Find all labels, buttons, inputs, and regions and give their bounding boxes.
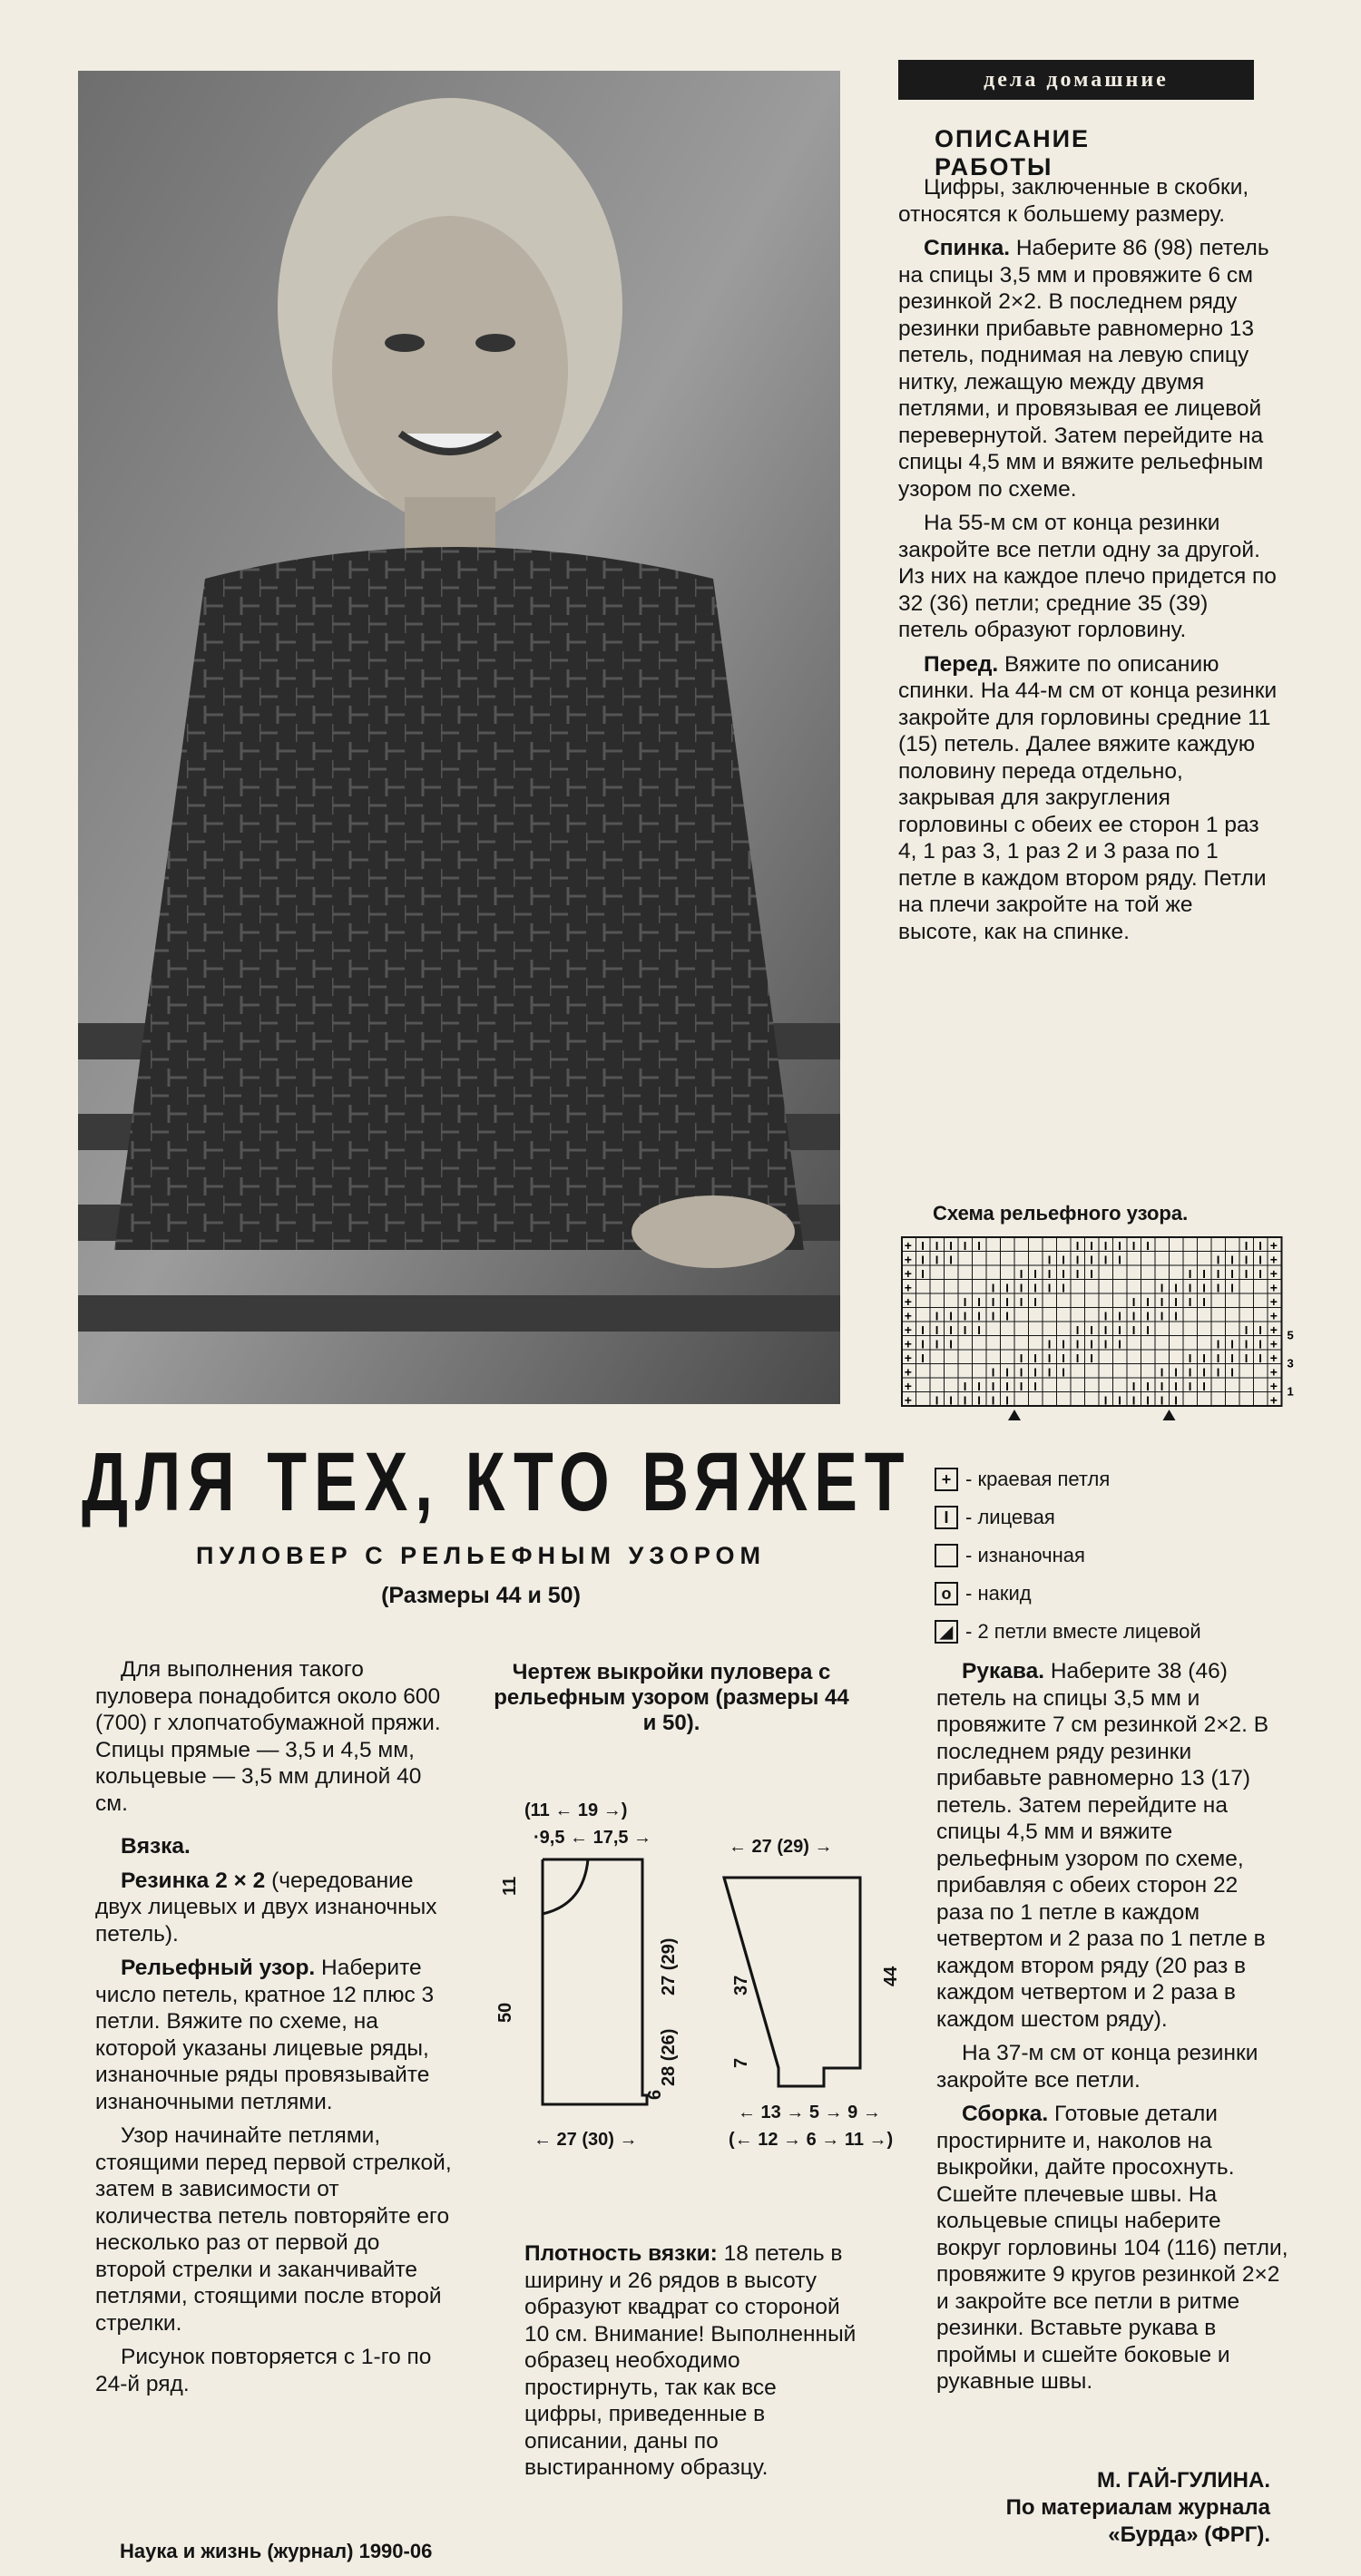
grid-symbol: I — [1118, 1309, 1121, 1323]
pattern-drawing — [497, 1796, 924, 2177]
grid-symbol: I — [1188, 1281, 1192, 1295]
grid-symbol: I — [1216, 1351, 1220, 1365]
grid-symbol: I — [1244, 1266, 1248, 1281]
grid-symbol: I — [1075, 1322, 1080, 1337]
grid-symbol: I — [1244, 1351, 1248, 1365]
grid-symbol: + — [1269, 1322, 1278, 1337]
grid-symbol: I — [1075, 1238, 1080, 1253]
grid-symbol: I — [921, 1322, 925, 1337]
subtitle: ПУЛОВЕР С РЕЛЬЕФНЫМ УЗОРОМ — [196, 1542, 766, 1569]
grid-symbol: I — [1216, 1337, 1220, 1351]
grid-symbol: I — [921, 1238, 925, 1253]
grid-symbol: + — [904, 1293, 912, 1309]
grid-symbol: + — [904, 1252, 912, 1267]
grid-symbol: I — [1258, 1322, 1262, 1337]
grid-symbol: I — [949, 1238, 953, 1253]
grid-symbol: I — [1244, 1337, 1248, 1351]
pattern-label: 6 — [645, 2089, 665, 2100]
grid-symbol: I — [1160, 1294, 1164, 1309]
grid-symbol: + — [904, 1237, 912, 1253]
grid-symbol: + — [1269, 1364, 1278, 1380]
grid-symbol: I — [963, 1294, 967, 1309]
grid-symbol: I — [935, 1309, 939, 1323]
legend-item: - изнаночная — [935, 1537, 1279, 1575]
legend-item: + - краевая петля — [935, 1460, 1279, 1498]
grid-symbol: I — [1062, 1337, 1065, 1351]
grid-symbol: I — [1244, 1253, 1248, 1267]
grid-symbol: I — [1160, 1365, 1164, 1380]
grid-symbol: I — [1174, 1365, 1178, 1380]
grid-symbol: I — [1062, 1253, 1065, 1267]
grid-symbol: I — [1118, 1322, 1121, 1337]
grid-symbol: I — [1047, 1281, 1052, 1295]
grid-symbol: I — [1103, 1393, 1108, 1408]
grid-symbol: I — [1188, 1365, 1192, 1380]
grid-symbol: I — [1047, 1351, 1052, 1365]
grid-symbol: I — [977, 1294, 981, 1309]
pattern-label: 44 — [881, 1966, 901, 1986]
grid-symbol: I — [1033, 1294, 1037, 1309]
grid-symbol: I — [963, 1238, 967, 1253]
instructions-column-right-lower — [936, 1658, 1290, 2403]
grid-symbol: I — [1103, 1253, 1108, 1267]
grid-symbol: I — [991, 1393, 995, 1408]
sizes-note: (Размеры 44 и 50) — [381, 1583, 581, 1608]
grid-symbol: I — [949, 1337, 953, 1351]
pattern-label: ← 27 (29) → — [729, 1837, 833, 1857]
grid-symbol: I — [1075, 1337, 1080, 1351]
grid-symbol: I — [949, 1393, 953, 1408]
instructions-column-left — [95, 1656, 454, 2405]
grid-symbol: I — [1033, 1266, 1037, 1281]
grid-symbol: I — [1131, 1379, 1136, 1393]
legend-item: o - накид — [935, 1575, 1279, 1613]
purl-stitch-icon — [935, 1544, 958, 1567]
grid-symbol: I — [1146, 1294, 1150, 1309]
row-number: 3 — [1287, 1356, 1294, 1371]
grid-symbol: I — [1075, 1266, 1080, 1281]
paragraph: На 37-м см от конца резинки закройте все петли. — [936, 2041, 1258, 2093]
grid-symbol: I — [1090, 1337, 1093, 1351]
paragraph: На 55-м см от конца резинки закройте все петли одну за другой. Из них на каждое плечо придется по 32 (36) петли; средние 35 (39) петель образуют горловину. — [898, 511, 1277, 642]
knit-two-together-icon: ◢ — [935, 1620, 958, 1644]
grid-symbol: I — [1146, 1322, 1150, 1337]
grid-symbol: I — [963, 1309, 967, 1323]
grid-symbol: I — [1005, 1309, 1009, 1323]
grid-symbol: + — [1269, 1336, 1278, 1351]
grid-symbol: I — [1019, 1266, 1023, 1281]
grid-symbol: I — [1033, 1351, 1037, 1365]
grid-symbol: I — [935, 1337, 939, 1351]
pattern-caption: Чертеж выкройки пуловера с рельефным узором (размеры 44 и 50). — [494, 1660, 849, 1735]
grid-symbol: I — [1047, 1365, 1052, 1380]
grid-symbol: I — [1019, 1365, 1023, 1380]
grid-symbol: I — [1244, 1238, 1248, 1253]
grid-symbol: I — [1202, 1365, 1206, 1380]
grid-symbol: I — [921, 1266, 925, 1281]
grid-symbol: I — [1202, 1351, 1206, 1365]
grid-symbol: I — [1216, 1266, 1220, 1281]
grid-symbol: I — [1174, 1309, 1178, 1323]
grid-symbol: I — [991, 1379, 995, 1393]
grid-symbol: I — [977, 1379, 981, 1393]
grid-symbol: I — [1075, 1351, 1080, 1365]
grid-symbol: I — [1216, 1365, 1220, 1380]
grid-symbol: I — [1174, 1393, 1178, 1408]
grid-symbol: I — [1047, 1337, 1052, 1351]
pattern-label: 7 — [731, 2057, 751, 2068]
grid-symbol: I — [1131, 1322, 1136, 1337]
grid-symbol: I — [977, 1322, 981, 1337]
grid-symbol: + — [904, 1378, 912, 1393]
grid-symbol: I — [1090, 1253, 1093, 1267]
source-footer: Наука и жизнь (журнал) 1990-06 — [120, 2540, 433, 2562]
grid-symbol: + — [1269, 1392, 1278, 1408]
grid-symbol: + — [904, 1392, 912, 1408]
paragraph: Цифры, заключенные в скобки, относятся к большему размеру. — [898, 175, 1249, 227]
grid-symbol: I — [1033, 1281, 1037, 1295]
grid-symbol: + — [1269, 1293, 1278, 1309]
grid-symbol: I — [1033, 1365, 1037, 1380]
grid-symbol: I — [1230, 1266, 1234, 1281]
row-number: 5 — [1287, 1328, 1294, 1342]
paragraph: Сборка. Готовые детали простирните и, наколов на выкройки, дайте просохнуть. Сшейте плечевые швы. На кольцевые спицы наберите вокруг горловины 104 (116) петли, провяжите 9 кругов резинкой 2×2 и закройте все петли в ритме резинки. Вставьте рукава в проймы и сшейте боковые и рукавные швы. — [936, 2102, 1288, 2394]
grid-symbol: I — [1047, 1266, 1052, 1281]
pattern-label: (← 12 → 6 → 11 →) — [729, 2130, 894, 2150]
grid-symbol: + — [904, 1336, 912, 1351]
grid-symbol: I — [1131, 1393, 1136, 1408]
paragraph: Узор начинайте петлями, стоящими перед первой стрелкой, затем в зависимости от количества петель повторяйте его несколько раз от первой до второй стрелки и заканчивайте петлями, стоящими после второй стрелки. — [95, 2123, 452, 2336]
grid-symbol: I — [1258, 1337, 1262, 1351]
grid-symbol: I — [1146, 1393, 1150, 1408]
grid-symbol: I — [1118, 1238, 1121, 1253]
grid-symbol: I — [1188, 1294, 1192, 1309]
grid-symbol: I — [1230, 1253, 1234, 1267]
paragraph: Рукава. Наберите 38 (46) петель на спицы 3,5 мм и провяжите 7 см резинкой 2×2. В последнем ряду резинки прибавьте равномерно 13 (17) петель. Затем перейдите на спицы 4,5 мм и вяжите рельефным узором по схеме, прибавляя с обеих сторон 22 раза по 1 петле в каждом четвертом и 2 раза по 1 петле в каждом втором ряду (20 раз в каждом четвертом и 2 раза в каждом шестом ряду). — [936, 1659, 1269, 2032]
grid-symbol: + — [904, 1308, 912, 1323]
paragraph: Рельефный узор. Наберите число петель, кратное 12 плюс 3 петли. Вяжите по схеме, на которой указаны лицевые ряды, изнаночные ряды провязывайте изнаночными петлями. — [95, 1956, 435, 2114]
paragraph: Рисунок повторяется с 1-го по 24-й ряд. — [95, 2345, 432, 2396]
grid-symbol: I — [963, 1393, 967, 1408]
grid-symbol: + — [1269, 1308, 1278, 1323]
grid-symbol: I — [1146, 1379, 1150, 1393]
scheme-caption: Схема рельефного узора. — [933, 1202, 1189, 1225]
grid-symbol: I — [1062, 1281, 1065, 1295]
grid-symbol: I — [1160, 1393, 1164, 1408]
pattern-label: ·9,5 ← 17,5 → — [534, 1828, 652, 1848]
grid-symbol: I — [1103, 1309, 1108, 1323]
grid-symbol: I — [1258, 1351, 1262, 1365]
grid-symbol: I — [1118, 1337, 1121, 1351]
grid-symbol: I — [1047, 1253, 1052, 1267]
grid-symbol: I — [1230, 1337, 1234, 1351]
grid-symbol: + — [1269, 1378, 1278, 1393]
grid-symbol: I — [1005, 1379, 1009, 1393]
grid-symbol: I — [963, 1322, 967, 1337]
sweater-photo — [78, 71, 840, 1404]
density-note: Плотность вязки: 18 петель в ширину и 26 рядов в высоту образуют квадрат со стороной 10 см. Внимание! Выполненный образец необходимо простирнуть, так как все цифры, приведенные в описании, даны по выстиранному образцу. — [524, 2241, 857, 2480]
grid-symbol: I — [1062, 1351, 1065, 1365]
grid-symbol: I — [1188, 1379, 1192, 1393]
edge-stitch-icon: + — [935, 1468, 958, 1491]
grid-symbol: I — [1174, 1281, 1178, 1295]
grid-symbol: I — [1019, 1294, 1023, 1309]
grid-symbol: + — [1269, 1350, 1278, 1365]
grid-symbol: I — [1216, 1253, 1220, 1267]
grid-symbol: I — [1202, 1266, 1206, 1281]
grid-symbol: + — [904, 1280, 912, 1295]
grid-symbol: I — [1146, 1309, 1150, 1323]
section-rubric: дела домашние — [898, 60, 1254, 100]
grid-symbol: I — [1230, 1281, 1234, 1295]
paragraph: Для выполнения такого пуловера понадобится около 600 (700) г хлопчатобумажной пряжи. Спицы прямые — 3,5 и 4,5 мм, кольцевые — 3,5 мм длиной 40 см. — [95, 1657, 441, 1816]
description-title: ОПИСАНИЕ РАБОТЫ — [935, 125, 1091, 181]
grid-symbol: I — [1019, 1379, 1023, 1393]
grid-symbol: I — [1174, 1294, 1178, 1309]
grid-symbol: I — [1258, 1238, 1262, 1253]
grid-symbol: I — [1160, 1309, 1164, 1323]
signature: М. ГАЙ-ГУЛИНА. По материалам журнала «Бурда» (ФРГ). — [1005, 2468, 1270, 2547]
grid-symbol: + — [1269, 1252, 1278, 1267]
grid-symbol: I — [921, 1351, 925, 1365]
paragraph: Перед. Вяжите по описанию спинки. На 44-м см от конца резинки закройте для горловины средние 11 (15) петель. Далее вяжите каждую половину переда отдельно, закрывая для закругления горловины с обеих ее сторон 1 раз 4, 1 раз 3, 1 раз 2 и 3 раза по 1 петле в каждом втором ряду. Петли на плечи закройте на той же высоте, как на спинке. — [898, 651, 1278, 944]
grid-symbol: I — [1118, 1393, 1121, 1408]
grid-symbol: + — [904, 1265, 912, 1281]
grid-symbol: I — [1090, 1351, 1093, 1365]
grid-symbol: I — [921, 1253, 925, 1267]
pattern-label: 28 (26) — [659, 2028, 679, 2086]
stitch-scheme-grid — [900, 1235, 1307, 1428]
grid-symbol: I — [1033, 1379, 1037, 1393]
page-title: ДЛЯ ТЕХ, КТО ВЯЖЕТ — [82, 1436, 912, 1528]
grid-symbol: I — [949, 1309, 953, 1323]
grid-symbol: I — [1160, 1281, 1164, 1295]
grid-symbol: + — [1269, 1265, 1278, 1281]
grid-symbol: I — [935, 1253, 939, 1267]
grid-symbol: I — [1230, 1365, 1234, 1380]
grid-symbol: I — [935, 1393, 939, 1408]
pattern-label: ← 13 → 5 → 9 → — [738, 2103, 881, 2122]
grid-symbol: I — [1202, 1294, 1206, 1309]
grid-symbol: I — [1230, 1351, 1234, 1365]
grid-symbol: I — [1118, 1253, 1121, 1267]
grid-symbol: I — [1090, 1322, 1093, 1337]
grid-symbol: I — [1216, 1281, 1220, 1295]
scheme-legend — [935, 1460, 1279, 1651]
grid-symbol: I — [949, 1322, 953, 1337]
repeat-arrow-icon — [1163, 1410, 1176, 1420]
grid-symbol: I — [977, 1238, 981, 1253]
grid-symbol: + — [904, 1322, 912, 1337]
repeat-arrow-icon — [1008, 1410, 1021, 1420]
grid-symbol: I — [991, 1309, 995, 1323]
grid-symbol: I — [1090, 1266, 1093, 1281]
grid-symbol: I — [1103, 1322, 1108, 1337]
grid-symbol: I — [1131, 1238, 1136, 1253]
instructions-column-right — [898, 174, 1278, 952]
grid-symbol: + — [1269, 1280, 1278, 1295]
grid-symbol: I — [977, 1309, 981, 1323]
grid-symbol: I — [1090, 1238, 1093, 1253]
paragraph: Вязка. — [121, 1834, 191, 1859]
grid-symbol: I — [1005, 1365, 1009, 1380]
pattern-label: 11 — [500, 1876, 520, 1896]
grid-symbol: I — [1258, 1253, 1262, 1267]
grid-symbol: I — [1131, 1309, 1136, 1323]
grid-symbol: I — [1202, 1281, 1206, 1295]
grid-symbol: I — [1062, 1365, 1065, 1380]
yarn-over-icon: o — [935, 1582, 958, 1605]
grid-symbol: I — [949, 1253, 953, 1267]
pattern-label: 27 (29) — [659, 1937, 679, 1995]
legend-item: ◢ - 2 петли вместе лицевой — [935, 1613, 1279, 1651]
grid-symbol: I — [935, 1238, 939, 1253]
grid-symbol: I — [1103, 1238, 1108, 1253]
grid-symbol: I — [1188, 1351, 1192, 1365]
grid-symbol: I — [991, 1294, 995, 1309]
grid-symbol: I — [1202, 1379, 1206, 1393]
row-number: 1 — [1287, 1384, 1294, 1399]
knit-stitch-icon: I — [935, 1506, 958, 1529]
grid-symbol: I — [1244, 1322, 1248, 1337]
legend-item: I - лицевая — [935, 1498, 1279, 1537]
paragraph: Резинка 2 × 2 (чередование двух лицевых и двух изнаночных петель). — [95, 1868, 437, 1947]
grid-symbol: I — [1174, 1379, 1178, 1393]
grid-symbol: I — [1075, 1253, 1080, 1267]
pattern-label: (11 ← 19 →) — [524, 1800, 628, 1820]
grid-symbol: I — [1005, 1393, 1009, 1408]
grid-symbol: I — [991, 1281, 995, 1295]
grid-symbol: I — [1103, 1337, 1108, 1351]
grid-symbol: I — [1005, 1294, 1009, 1309]
grid-symbol: I — [1019, 1281, 1023, 1295]
grid-symbol: I — [963, 1379, 967, 1393]
grid-symbol: I — [1062, 1266, 1065, 1281]
grid-symbol: I — [921, 1337, 925, 1351]
grid-symbol: I — [1131, 1294, 1136, 1309]
grid-symbol: I — [1005, 1281, 1009, 1295]
grid-symbol: I — [1188, 1266, 1192, 1281]
paragraph: Спинка. Наберите 86 (98) петель на спицы 3,5 мм и провяжите 6 см резинкой 2×2. В последнем ряду резинки прибавьте равномерно 13 петель, поднимая на левую спицу нитку, лежащую между двумя петлями, и провязывая ее лицевой перевернутой. Затем перейдите на спицы 4,5 мм и вяжите рельефным узором по схеме. — [898, 236, 1269, 502]
grid-symbol: I — [1258, 1266, 1262, 1281]
grid-symbol: I — [977, 1393, 981, 1408]
pattern-label: 37 — [731, 1975, 751, 1995]
grid-symbol: I — [935, 1322, 939, 1337]
pattern-label: 50 — [497, 2002, 515, 2023]
grid-symbol: I — [991, 1365, 995, 1380]
grid-symbol: + — [1269, 1237, 1278, 1253]
pattern-label: ← 27 (30) → — [534, 2130, 638, 2150]
grid-symbol: I — [1160, 1379, 1164, 1393]
grid-symbol: + — [904, 1350, 912, 1365]
grid-symbol: I — [1146, 1238, 1150, 1253]
grid-symbol: + — [904, 1364, 912, 1380]
grid-symbol: I — [1019, 1351, 1023, 1365]
